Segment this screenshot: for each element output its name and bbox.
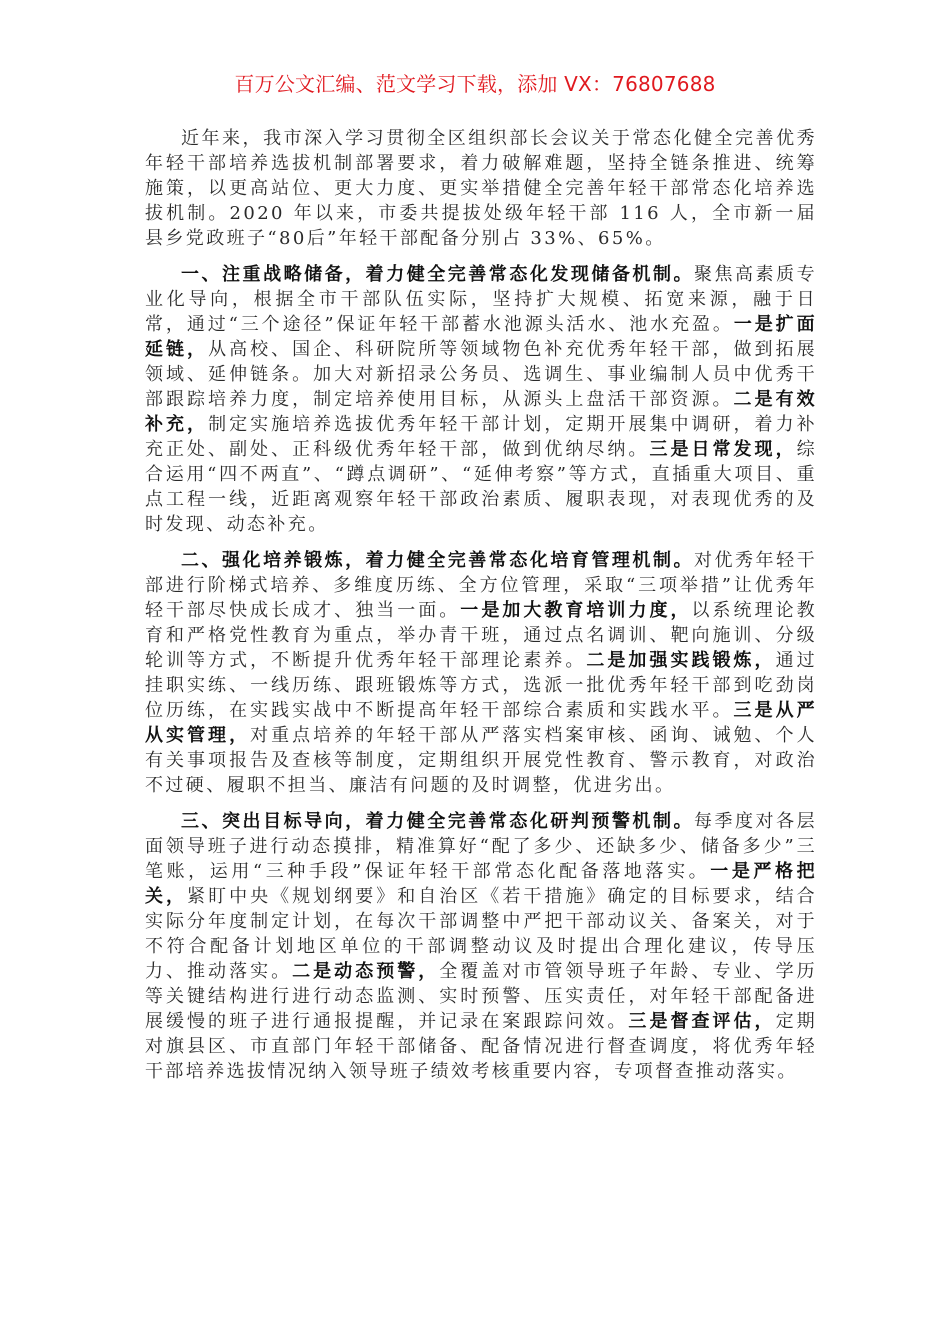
bold-heading-text: 二、强化培养锻炼，着力健全完善常态化培育管理机制。: [181, 550, 694, 571]
section-paragraph-3: [145, 809, 817, 1084]
body-text: 每季度对各层面领导班子进行动态摸排，精准算好“配了多少、还缺多少、储备多少”三笔账，运用“三种手段”保证年轻干部常态化配备落地落实。: [145, 811, 817, 882]
bold-heading-text: 二是加强实践锻炼，: [586, 650, 776, 671]
watermark-banner: 百万公文汇编、范文学习下载，添加 VX：76807688: [234, 72, 716, 96]
body-text: 综合运用“四不两直”、“蹲点调研”、“延伸考察”等方式，直插重大项目、重点工程一线，近距离观察年轻干部政治素质、履职表现，对表现优秀的及时发现、动态补充。: [145, 439, 817, 535]
bold-heading-text: 三、突出目标导向，着力健全完善常态化研判预警机制。: [181, 811, 694, 832]
body-text: 聚焦高素质专业化导向，根据全市干部队伍实际，坚持扩大规模、拓宽来源，融于日常，通过“三个途径”保证年轻干部蓄水池源头活水、池水充盈。: [145, 264, 817, 335]
bold-heading-text: 一是严格把关，: [145, 861, 817, 907]
bold-heading-text: 一是扩面延链，: [145, 314, 817, 360]
body-text: 全覆盖对市管领导班子年龄、专业、学历等关键结构进行进行动态监测、实时预警、压实责任，对年轻干部配备进展缓慢的班子进行通报提醒，并记录在案跟踪问效。: [145, 961, 817, 1032]
body-text: 通过挂职实练、一线历练、跟班锻炼等方式，选派一批优秀年轻干部到吃劲岗位历练，在实践实战中不断提高年轻干部综合素质和实践水平。: [145, 650, 817, 721]
section-paragraph-1: [145, 262, 817, 537]
bold-heading-text: 三是督查评估，: [628, 1011, 776, 1032]
section-paragraph-2: [145, 548, 817, 798]
bold-heading-text: 三是日常发现，: [649, 439, 797, 460]
bold-heading-text: 一、注重战略储备，着力健全完善常态化发现储备机制。: [181, 264, 694, 285]
bold-heading-text: 二是动态预警，: [292, 961, 440, 982]
bold-heading-text: 三是从严从实管理，: [145, 700, 817, 746]
body-text: 从高校、国企、科研院所等领域物色补充优秀年轻干部，做到拓展领域、延伸链条。加大对新招录公务员、选调生、事业编制人员中优秀干部跟踪培养力度，制定培养使用目标，从源头上盘活干部资源。: [145, 339, 817, 410]
document-body: [145, 126, 817, 1095]
body-text: 紧盯中央《规划纲要》和自治区《若干措施》确定的目标要求，结合实际分年度制定计划，在每次干部调整中严把干部动议关、备案关，对于不符合配备计划地区单位的干部调整动议及时提出合理化建议，传导压力、推动落实。: [145, 886, 817, 982]
body-text: 对优秀年轻干部进行阶梯式培养、多维度历练、全方位管理，采取“三项举措”让优秀年轻干部尽快成长成才、独当一面。: [145, 550, 817, 621]
bold-heading-text: 一是加大教育培训力度，: [460, 600, 692, 621]
body-text: 近年来，我市深入学习贯彻全区组织部长会议关于常态化健全完善优秀年轻干部培养选拔机制部署要求，着力破解难题，坚持全链条推进、统筹施策，以更高站位、更大力度、更实举措健全完善年轻干部常态化培养选拔机制。2020 年以来，市委共提拔处级年轻干部 116 人，全市新一届县乡党政班子“80后”年轻干部配备分别占 33%、65%。: [145, 128, 817, 249]
body-text: 制定实施培养选拔优秀年轻干部计划，定期开展集中调研，着力补充正处、副处、正科级优秀年轻干部，做到优纳尽纳。: [145, 414, 817, 460]
bold-heading-text: 二是有效补充，: [145, 389, 817, 435]
body-text: 以系统理论教育和严格党性教育为重点，举办青干班，通过点名调训、靶向施训、分级轮训等方式，不断提升优秀年轻干部理论素养。: [145, 600, 818, 671]
intro-paragraph: [145, 126, 817, 251]
body-text: 定期对旗县区、市直部门年轻干部储备、配备情况进行督查调度，将优秀年轻干部培养选拔情况纳入领导班子绩效考核重要内容，专项督查推动落实。: [145, 1011, 817, 1082]
body-text: 对重点培养的年轻干部从严落实档案审核、函询、诫勉、个人有关事项报告及查核等制度，定期组织开展党性教育、警示教育，对政治不过硬、履职不担当、廉洁有问题的及时调整，优进劣出。: [145, 725, 817, 796]
